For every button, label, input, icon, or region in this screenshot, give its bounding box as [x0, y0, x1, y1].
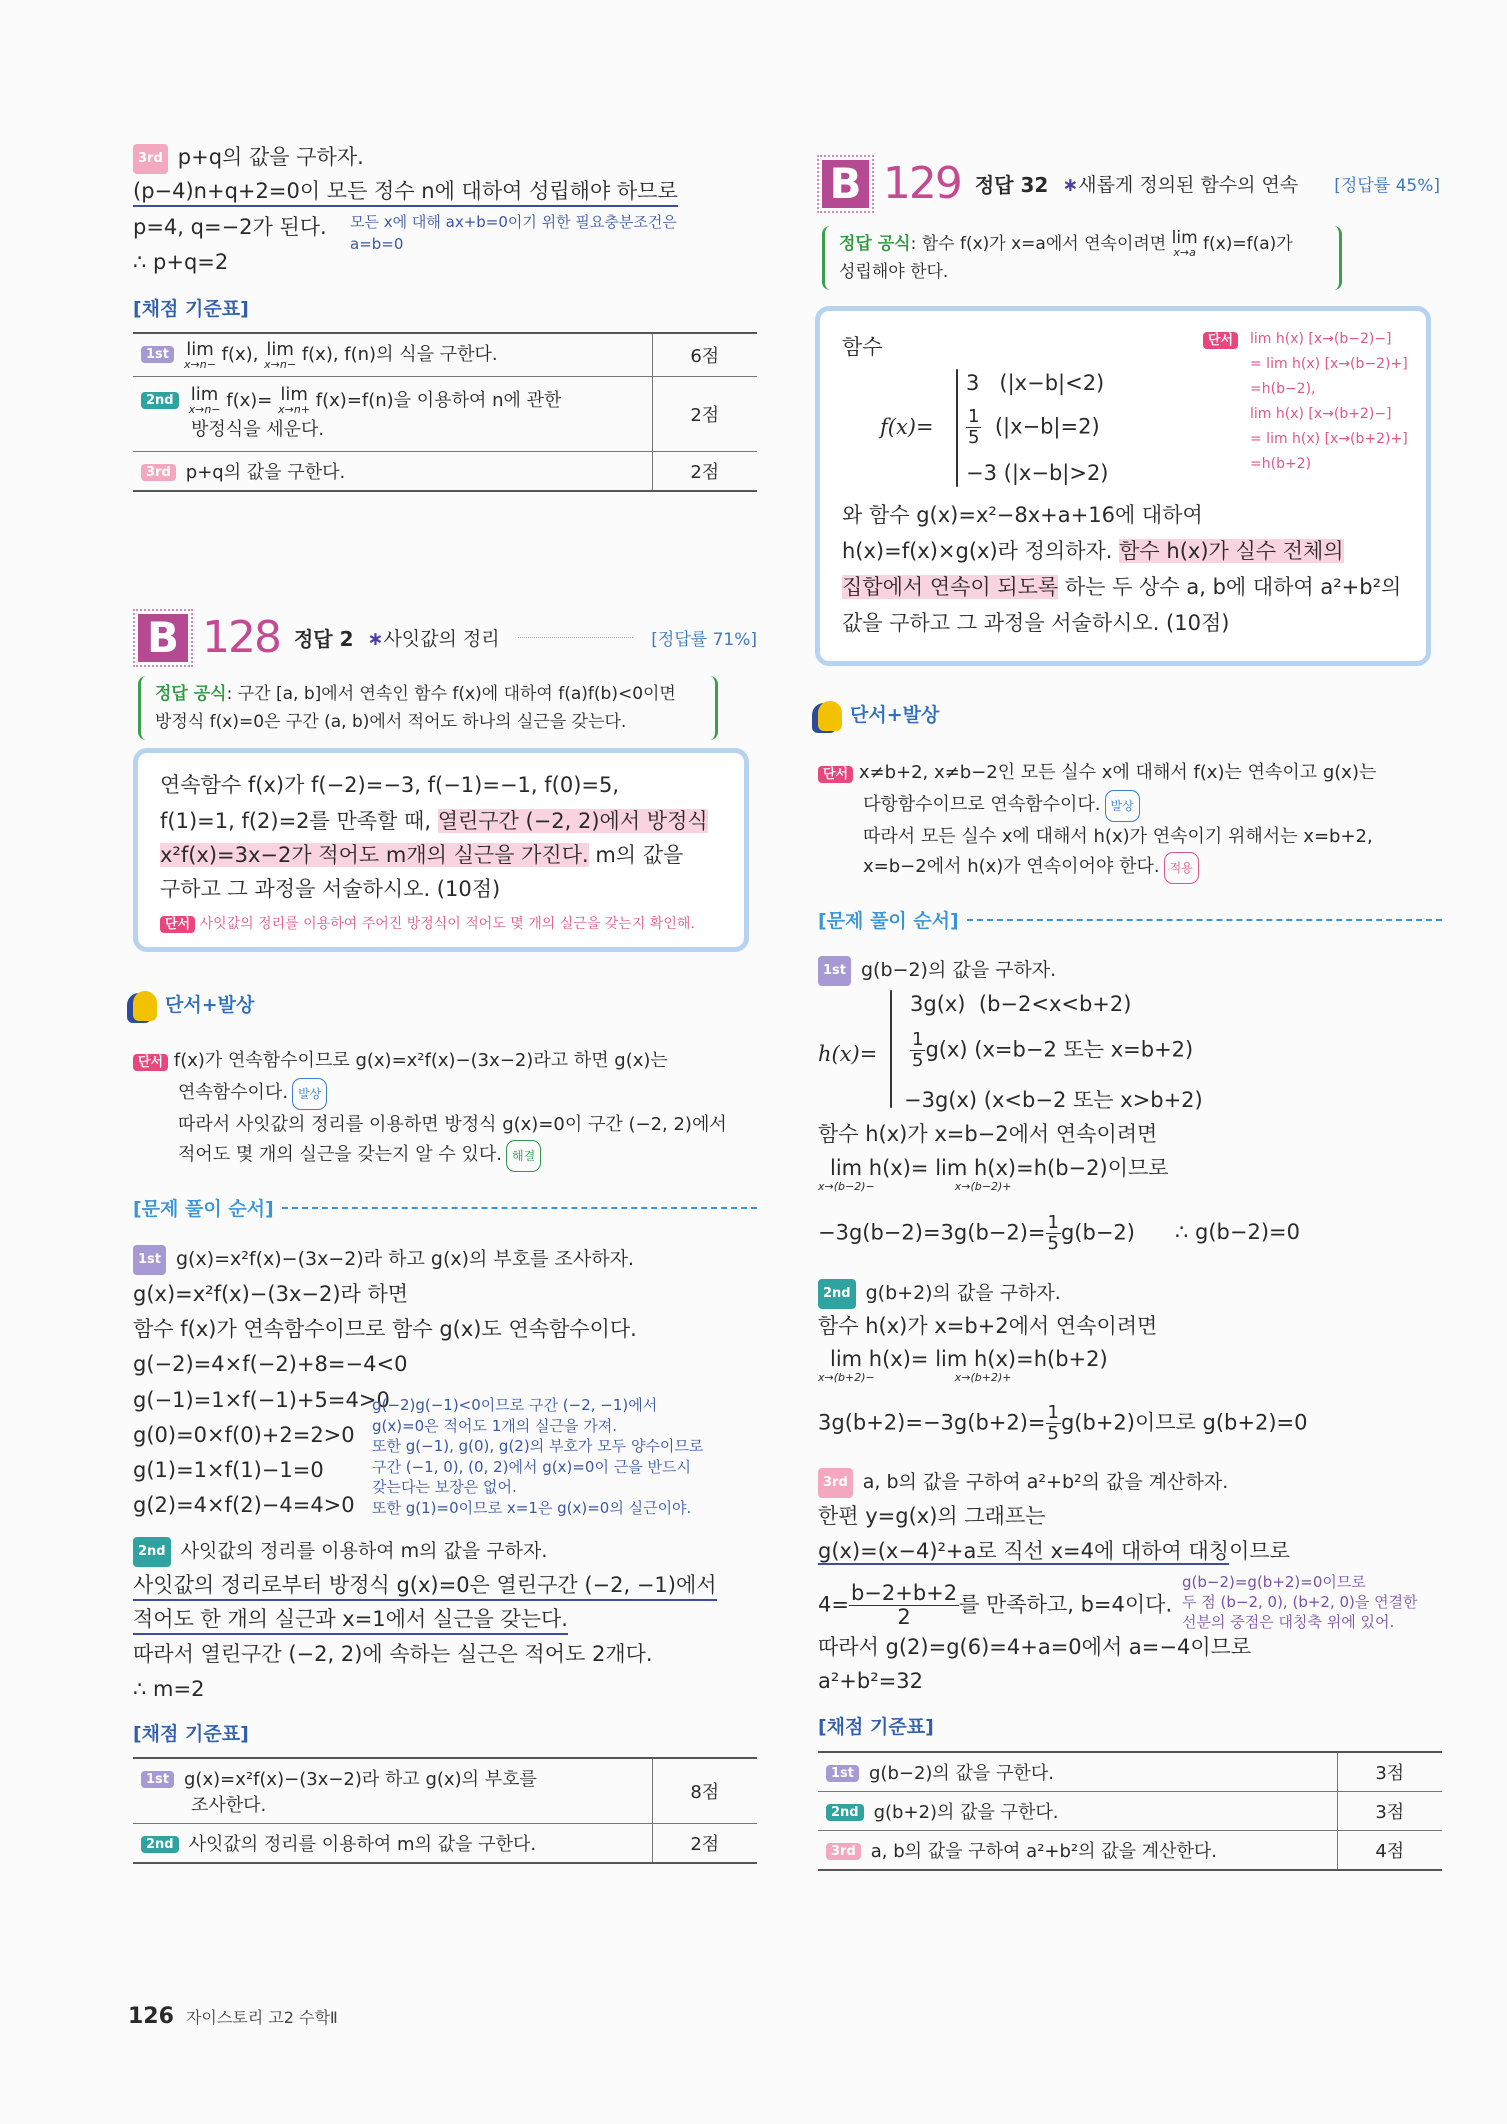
text: 3rd	[141, 464, 176, 481]
text: g(x)=x²f(x)−(3x−2)라 하고 g(x)의 부호를 조사하자.	[176, 1248, 634, 1270]
text: g(b−2)의 값을 구한다.	[869, 1763, 1054, 1784]
text: (|x−b|=2)	[994, 414, 1100, 439]
solution-line: p=4, q=−2가 된다.	[133, 215, 327, 239]
text: 2nd	[818, 1279, 856, 1309]
text: 1st	[818, 956, 851, 986]
problem-number: 129	[882, 158, 961, 209]
score: 2점	[652, 376, 757, 451]
problem-box-129	[815, 306, 1431, 666]
text: g(−2)=4×f(−2)+8=−4<0	[133, 1352, 408, 1377]
text: 또한 g(−1), g(0), g(2)의 부호가 모두 양수이므로	[372, 1437, 704, 1455]
table-row	[818, 1752, 1442, 1792]
rubric-table	[133, 332, 757, 492]
layout-block	[518, 637, 634, 638]
layout-block	[133, 1046, 727, 1078]
layout-block	[818, 1537, 1290, 1565]
text: g(b+2)의 값을 구하자.	[865, 1282, 1061, 1304]
layout-block	[133, 1078, 727, 1110]
layout-block	[282, 1207, 757, 1209]
text: x→n−	[264, 357, 297, 371]
text: p+q의 값을 구하자.	[177, 145, 364, 169]
text: 8점	[652, 1758, 757, 1824]
text: g(0)=0×f(0)+2=2>0	[133, 1422, 355, 1447]
text: 함수 h(x)가 x=b−2에서 연속이려면	[818, 1122, 1158, 1146]
topic	[368, 624, 500, 651]
text: 연속함수이다.	[178, 1082, 289, 1103]
layout-block	[967, 919, 1442, 921]
text: 조사한다.	[191, 1795, 267, 1816]
text: 2nd	[133, 1537, 171, 1567]
text: = lim h(x) [x→(b+2)+]	[1250, 431, 1408, 447]
layout-block	[1046, 1403, 1061, 1444]
text: 집합에서 연속이 되도록	[842, 575, 1059, 599]
text: g(b+2)이므로 g(b+2)=0	[1060, 1410, 1308, 1435]
text: ∴ m=2	[133, 1677, 205, 1701]
text: (x=b−2 또는 x=b+2)	[974, 1037, 1194, 1062]
footer	[128, 2004, 338, 2029]
text: = lim h(x) [x→(b−2)+]	[1250, 356, 1408, 372]
text: : 함수 f(x)가 x=a에서 연속이려면	[910, 234, 1167, 254]
text: 2nd	[141, 392, 179, 409]
text: 4=	[818, 1592, 849, 1617]
text: x→(b+2)+	[954, 1371, 1012, 1384]
layout-block	[133, 1140, 727, 1172]
text: m의 값을	[588, 843, 684, 867]
score: 2점	[652, 451, 757, 491]
problem-header-129	[822, 158, 1440, 209]
layout-block	[133, 1824, 652, 1864]
text: 3g(x)	[910, 992, 966, 1016]
text: 연속함수 f(x)가 f(−2)=−3, f(−1)=−1, f(0)=5,	[160, 773, 620, 797]
text: g(b−2)의 값을 구하자.	[861, 959, 1057, 981]
solution-line: (p−4)n+q+2=0이 모든 정수 n에 대하여 성립해야 하므로	[133, 177, 678, 207]
step-badge: 3rd	[133, 144, 168, 174]
text: 함수	[842, 335, 883, 359]
layout-block	[966, 459, 1109, 487]
layout-block	[160, 913, 695, 933]
layout-block	[904, 1086, 1203, 1114]
layout-block	[818, 758, 1376, 790]
text: 3rd	[818, 1468, 853, 1498]
side-note: 모든 x에 대해 ax+b=0이기 위한 필요충분조건은	[350, 213, 677, 231]
text: g(−2)g(−1)<0이므로 구간 (−2, −1)에서	[372, 1396, 658, 1414]
answer: 정답 2	[293, 627, 354, 651]
text: 성립해야 한다.	[839, 262, 949, 282]
text: 3g(b+2)=−3g(b+2)=	[818, 1410, 1046, 1435]
text: 값을 구하고 그 과정을 서술하시오. (10점)	[842, 611, 1230, 635]
layout-block: 5	[1047, 1422, 1059, 1444]
text: 단서	[133, 1054, 168, 1071]
layout-block	[133, 1758, 652, 1824]
text: g(x)=0은 적어도 1개의 실근을 가져.	[372, 1416, 617, 1435]
text: 한편 y=g(x)의 그래프는	[818, 1504, 1046, 1528]
text: −3g(b−2)=3g(b−2)=	[818, 1220, 1046, 1245]
text: x=b−2에서 h(x)가 연속이어야 한다.	[863, 856, 1160, 877]
text: f(x)=f(n)을 이용하여 n에 관한	[315, 389, 562, 411]
text: 다항함수이므로 연속함수이다.	[863, 794, 1101, 815]
text: f(1)=1, f(2)=2를 만족할 때,	[160, 809, 431, 833]
layout-block: 5	[1047, 1232, 1059, 1254]
text: h(x)=f(x)×g(x)라 정의하자.	[842, 539, 1113, 563]
score: 6점	[652, 333, 757, 376]
step-2nd	[818, 1278, 1061, 1309]
text: : 구간 [a, b]에서 연속인 함수 f(x)에 대하여 f(a)f(b)<0이면	[226, 684, 676, 704]
text: 5	[912, 1049, 924, 1071]
layout-block	[1046, 1213, 1061, 1254]
text: 3점	[1337, 1752, 1442, 1792]
layout-block	[818, 1831, 1337, 1871]
text: f(x)가 연속함수이므로 g(x)=x²f(x)−(3x−2)라고 하면 g(x)는	[173, 1050, 668, 1071]
text: 단서	[818, 766, 853, 783]
text: 2nd	[826, 1804, 864, 1821]
text: 따라서 열린구간 (−2, 2)에 속하는 실근은 적어도 2개다.	[133, 1642, 653, 1666]
rubric-table	[133, 1757, 757, 1864]
text: 5	[968, 426, 980, 448]
rubric-title: [채점 기준표]	[818, 1716, 934, 1738]
layout-block	[1172, 230, 1198, 258]
layout-block	[956, 369, 958, 487]
layout-block	[818, 1792, 1337, 1831]
layout-block	[818, 1752, 1442, 1870]
text: p+q의 값을 구한다.	[185, 461, 346, 483]
text: 함수 h(x)가 x=b+2에서 연속이려면	[818, 1314, 1158, 1338]
layout-block	[133, 333, 757, 491]
text: lim	[266, 338, 294, 360]
text: 사잇값의 정리를 이용하여 m의 값을 구한다.	[188, 1834, 537, 1855]
table-row	[133, 1824, 757, 1864]
text: 두 점 (b−2, 0), (b+2, 0)을 연결한	[1182, 1593, 1418, 1611]
step-2nd	[133, 1536, 547, 1567]
text: −3	[966, 461, 997, 485]
text: g(x)	[925, 1037, 968, 1062]
problem-number: 128	[202, 612, 280, 663]
text: =h(b+2)	[1250, 456, 1312, 472]
problem-box-128	[133, 748, 749, 952]
text: x→n−	[184, 357, 216, 371]
step-1st	[133, 1244, 634, 1275]
text: x→(b−2)+	[954, 1180, 1012, 1193]
answer-formula	[138, 676, 718, 740]
text: g(b−2)	[1060, 1220, 1135, 1245]
layout-block	[818, 1213, 1300, 1254]
text: 3점	[1337, 1792, 1442, 1831]
text: lim	[190, 384, 219, 406]
lightbulb-icon	[818, 701, 842, 731]
text: g(1)=1×f(1)−1=0	[133, 1458, 324, 1483]
text: f(x), f(n)의 식을 구한다.	[301, 344, 498, 365]
text: lim h(x)= lim h(x)=h(b−2)이므로	[830, 1156, 1169, 1180]
text: 함수 h(x)가 실수 전체의	[1119, 539, 1344, 563]
level-badge: B	[138, 614, 188, 662]
text: 하는 두 상수 a, b에 대하여 a²+b²의	[1058, 575, 1402, 599]
layout-block	[818, 1403, 1307, 1444]
layout-block	[890, 990, 892, 1108]
text: a, b의 값을 구하여 a²+b²의 값을 계산하자.	[862, 1471, 1229, 1493]
text: 함수 f(x)가 연속함수이므로 함수 g(x)도 연속함수이다.	[133, 1317, 637, 1342]
text: 정답 공식	[839, 234, 911, 254]
text: 적용	[1164, 852, 1199, 884]
layout-block	[133, 1758, 757, 1863]
layout-block	[966, 369, 1104, 397]
text: 3rd	[826, 1843, 861, 1860]
layout-block	[818, 1752, 1337, 1792]
text: 1st	[141, 1771, 174, 1788]
text: 와 함수 g(x)=x²−8x+a+16에 대하여	[842, 503, 1203, 527]
text: 1	[912, 1029, 924, 1050]
layout-block	[818, 1371, 1011, 1384]
solution-order-heading	[133, 1194, 757, 1221]
text: ∗	[1062, 174, 1079, 196]
text: x≠b+2, x≠b−2인 모든 실수 x에 대해서 f(x)는 연속이고 g(x)는	[858, 762, 1377, 783]
layout-block	[160, 807, 708, 835]
text: 적어도 한 개의 실근과 x=1에서 실근을 갖는다.	[133, 1605, 568, 1635]
layout-block	[818, 790, 1376, 822]
text: 이므로	[1229, 1539, 1290, 1563]
idea-heading	[133, 990, 254, 1021]
layout-block	[184, 338, 216, 371]
table-row	[818, 1831, 1442, 1871]
text: g(2)=4×f(2)−4=4>0	[133, 1493, 355, 1518]
text: 따라서 g(2)=g(6)=4+a=0에서 a=−4이므로	[818, 1635, 1252, 1659]
text: (x<b−2 또는 x>b+2)	[983, 1088, 1203, 1112]
layout-block	[910, 1030, 925, 1071]
text: 구하고 그 과정을 서술하시오. (10점)	[160, 877, 501, 901]
text: [문제 풀이 순서]	[133, 1198, 274, 1220]
text: 2	[897, 1605, 911, 1630]
text: lim	[280, 384, 308, 406]
text: 또한 g(1)=0이므로 x=1은 g(x)=0의 실근이야.	[372, 1498, 692, 1517]
layout-block	[849, 1582, 959, 1629]
solution-line: ∴ p+q=2	[133, 250, 229, 274]
layout-block	[966, 407, 1100, 448]
text: 를 만족하고, b=4이다.	[959, 1592, 1173, 1617]
layout-block: 1	[1047, 1212, 1059, 1233]
layout-block	[133, 451, 652, 491]
text: 방정식 f(x)=0은 구간 (a, b)에서 적어도 하나의 실근을 갖는다.	[155, 712, 627, 732]
text: 단서+발상	[165, 994, 255, 1016]
table-row	[133, 451, 757, 491]
answer: 정답 32	[974, 173, 1049, 197]
text: −3g(x)	[904, 1088, 978, 1112]
layout-block	[133, 376, 652, 451]
text: g(b−2)=g(b+2)=0이므로	[1182, 1573, 1366, 1591]
text: x→(b+2)−	[818, 1371, 875, 1384]
text: 사잇값의 정리를 이용하여 주어진 방정식이 적어도 몇 개의 실근을 갖는지 확인해.	[199, 916, 695, 932]
text: 사잇값의 정리	[383, 628, 500, 650]
page-number: 126	[128, 2004, 174, 2029]
side-note	[1182, 1572, 1418, 1632]
idea-text	[818, 758, 1376, 884]
clue-badge: 단서	[160, 916, 195, 933]
layout-block	[818, 852, 1376, 884]
text: 열린구간 (−2, 2)에서 방정식	[437, 809, 708, 833]
text: 따라서 사잇값의 정리를 이용하면 방정식 g(x)=0이 구간 (−2, 2)에서	[178, 1114, 727, 1135]
rubric-title: [채점 기준표]	[133, 1723, 249, 1745]
text: ∴ g(b−2)=0	[1174, 1220, 1300, 1245]
side-note	[372, 1395, 703, 1518]
text: 적어도 몇 개의 실근을 갖는지 알 수 있다.	[178, 1144, 502, 1165]
text: f(x)=	[226, 389, 273, 411]
step-3rd	[818, 1467, 1228, 1498]
layout-block	[189, 386, 221, 415]
layout-block	[133, 333, 652, 376]
text: f(x)=f(a)가	[1203, 234, 1293, 254]
text: lim h(x)= lim h(x)=h(b+2)	[830, 1347, 1108, 1371]
text: 사잇값의 정리를 이용하여 m의 값을 구하자.	[180, 1540, 548, 1562]
layout-block	[264, 338, 297, 371]
text: 1st	[141, 346, 174, 363]
text: 3	[966, 371, 980, 395]
text: f(x)=	[880, 415, 934, 439]
solution-order-heading	[818, 906, 1442, 933]
text: f(x),	[221, 344, 259, 365]
problem-header-128	[138, 612, 757, 663]
text: ∗	[367, 628, 384, 650]
text: 정답 공식	[155, 684, 227, 704]
text: [문제 풀이 순서]	[818, 910, 959, 932]
text: lim h(x) [x→(b+2)−]	[1250, 406, 1392, 422]
text: 단서+발상	[850, 704, 940, 726]
text: (b−2<x<b+2)	[978, 992, 1132, 1016]
layout-block	[842, 573, 1401, 601]
text: x→(b−2)−	[818, 1180, 875, 1193]
idea-heading	[818, 700, 939, 731]
text: 해결	[506, 1140, 541, 1172]
text: g(x)=x²f(x)−(3x−2)라 하고 g(x)의 부호를	[184, 1769, 537, 1790]
text: x→n+	[278, 403, 311, 417]
topic	[1062, 170, 1298, 197]
text: g(b+2)의 값을 구한다.	[873, 1802, 1059, 1823]
table-row	[133, 333, 757, 376]
text: x²f(x)=3x−2가 적어도 m개의 실근을 가진다.	[160, 843, 589, 867]
text: =h(b−2),	[1250, 381, 1316, 397]
text: a²+b²=32	[818, 1669, 923, 1693]
text: 구간 (−1, 0), (0, 2)에서 g(x)=0이 근을 반드시	[372, 1457, 691, 1476]
text: 갖는다는 보장은 없어.	[372, 1478, 517, 1496]
step-3rd	[133, 143, 364, 174]
text: (|x−b|<2)	[999, 371, 1105, 395]
text: lim h(x) [x→(b−2)−]	[1250, 331, 1392, 347]
idea-text	[133, 1046, 727, 1172]
layout-block	[966, 407, 981, 448]
answer-formula	[822, 226, 1342, 290]
correct-rate: [정답률 71%]	[651, 630, 757, 650]
step-1st	[818, 955, 1056, 986]
layout-block	[1203, 329, 1238, 348]
text: x→n−	[188, 403, 221, 417]
text: lim	[186, 338, 214, 360]
text: (|x−b|>2)	[1003, 461, 1109, 485]
table-row	[818, 1792, 1442, 1831]
text: 2nd	[141, 1836, 179, 1853]
text: 발상	[1105, 790, 1140, 822]
text: x→a	[1173, 246, 1196, 259]
text: g(−1)=1×f(−1)+5=4>0	[133, 1387, 390, 1412]
layout-block	[910, 990, 1131, 1018]
text: 방정식을 세운다.	[191, 419, 325, 441]
text: 1	[968, 406, 980, 427]
side-note: a=b=0	[350, 235, 404, 253]
text: 선분의 중점은 대칭축 위에 있어.	[1182, 1613, 1395, 1631]
rubric-title: [채점 기준표]	[133, 298, 249, 320]
text: g(x)=x²f(x)−(3x−2)라 하면	[133, 1282, 409, 1306]
level-badge: B	[822, 160, 869, 208]
layout-block	[160, 841, 683, 869]
text: 새롭게 정의된 함수의 연속	[1078, 174, 1299, 196]
text: 1st	[133, 1245, 166, 1275]
text: 따라서 모든 실수 x에 대해서 h(x)가 연속이기 위해서는 x=b+2,	[863, 826, 1373, 847]
clue-badge: 단서	[1203, 332, 1238, 349]
layout-block	[818, 1582, 1172, 1629]
clue-note	[1250, 327, 1408, 477]
text: 1st	[826, 1765, 859, 1782]
layout-block	[818, 1180, 1011, 1193]
book-title: 자이스토리 고2 수학Ⅱ	[185, 2008, 338, 2027]
rubric-table	[818, 1751, 1442, 1871]
text: g(x)=(x−4)²+a로 직선 x=4에 대하여 대칭	[818, 1539, 1230, 1563]
table-row	[133, 376, 757, 451]
text: 4점	[1337, 1831, 1442, 1871]
text: h(x)=	[818, 1042, 878, 1066]
layout-block	[278, 386, 310, 415]
table-row	[133, 1758, 757, 1824]
text: b−2+b+2	[850, 1581, 958, 1605]
text: 사잇값의 정리로부터 방정식 g(x)=0은 열린구간 (−2, −1)에서	[133, 1571, 717, 1601]
lightbulb-icon	[133, 991, 157, 1021]
text: 2점	[652, 1824, 757, 1864]
layout-block: 1	[1047, 1402, 1059, 1423]
layout-block	[910, 1030, 1193, 1071]
text: lim	[1171, 228, 1198, 248]
layout-block	[842, 537, 1344, 565]
text: 발상	[292, 1078, 327, 1110]
correct-rate: [정답률 45%]	[1334, 176, 1440, 196]
text: a, b의 값을 구하여 a²+b²의 값을 계산한다.	[870, 1841, 1218, 1862]
